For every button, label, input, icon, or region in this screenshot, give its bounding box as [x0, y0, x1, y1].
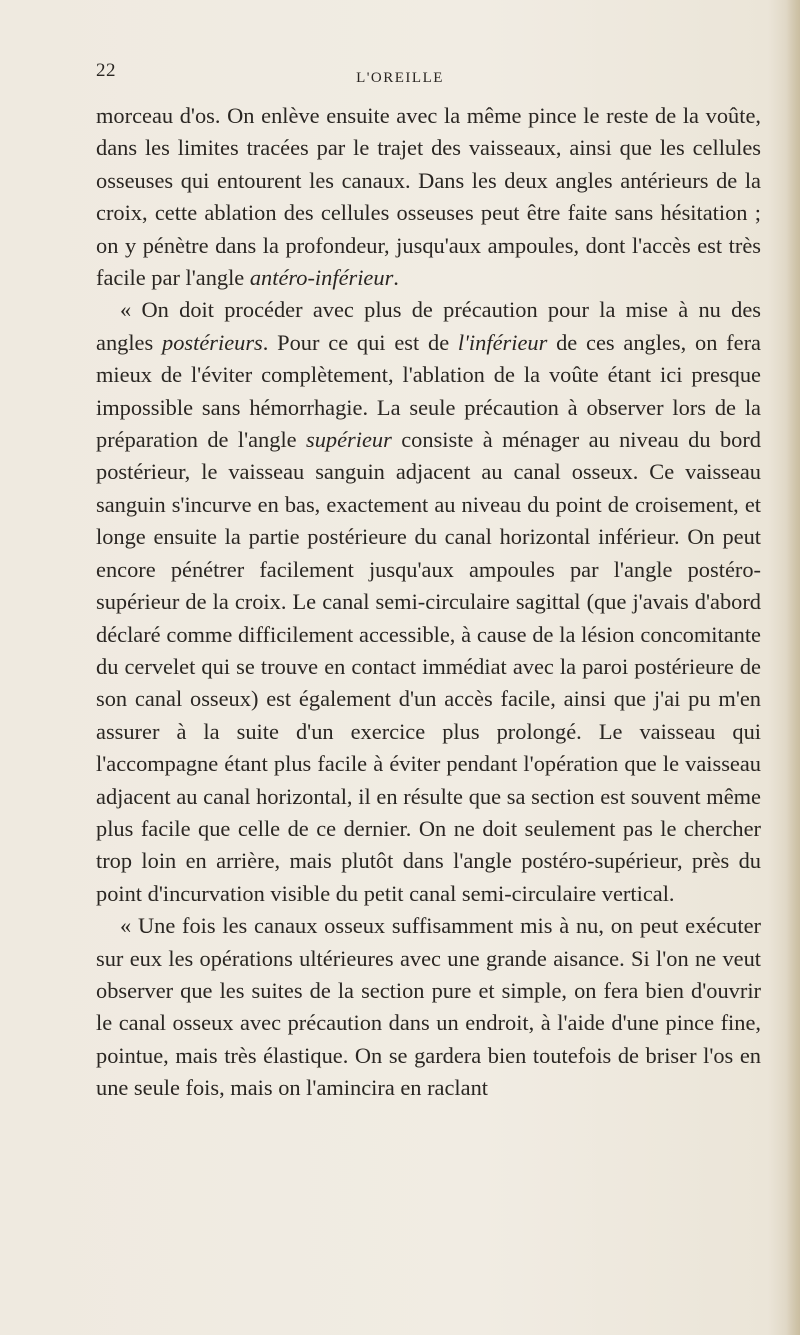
paragraph-3 — [96, 910, 761, 1104]
italic-term-antero-inferieur: antéro-inférieur — [249, 265, 394, 291]
text-segment: morceau d'os. On enlève ensuite avec la même pince le reste de la voûte, dans les limites tracées par le trajet des vaisseaux, ainsi que les cellules osseuses qui entourent les canaux. Dans les deux angles antérieurs de la croix, cette ablation des cellules osseuses peut être faite sans hésitation ; on y pénètre dans la profondeur, jusqu'aux ampoules, dont l'accès est très facile par l'angle — [96, 103, 761, 291]
paragraph-1 — [96, 100, 761, 294]
running-title: L'OREILLE — [356, 70, 444, 86]
text-segment: . Pour ce qui est de — [262, 329, 458, 355]
italic-term-superieur: supérieur — [306, 427, 392, 453]
text-segment: de ces angles, on fera mieux de l'éviter complètement, l'ablation de la voûte étant ici presque impossible sans hémorrhagie. La seule précaution à observer lors de la préparation de l'angle — [96, 329, 761, 453]
page-edge-shadow — [786, 0, 800, 1335]
text-segment: « Une fois les canaux osseux suffisamment mis à nu, on peut exécuter sur eux les opérations ultérieures avec une grande aisance. Si l'on ne veut observer que les suites de la section pure et simple, on fera bien d'ouvrir le canal osseux avec précaution dans un endroit, à l'aide d'une pince fine, pointue, mais très élastique. On se gardera bien toutefois de briser l'os en une seule fois, mais on l'amincira en raclant — [96, 913, 761, 1101]
text-segment: « On doit procéder avec plus de précaution pour la mise à nu des angles — [96, 297, 761, 355]
paragraph-2 — [96, 294, 761, 910]
text-segment: consiste à ménager au niveau du bord postérieur, le vaisseau sanguin adjacent au canal osseux. Ce vaisseau sanguin s'incurve en bas, exactement au niveau du point de croisement, et longe ensuite la partie postérieure du canal horizontal inférieur. On peut encore pénétrer facilement jusqu'aux ampoules par l'angle postéro-supérieur de la croix. Le canal semi-circulaire sagittal (que j'avais d'abord déclaré comme difficilement accessible, à cause de la lésion concomitante du cervelet qui se trouve en contact immédiat avec la paroi postérieure de son canal osseux) est également d'un accès facile, ainsi que j'ai pu m'en assurer à la suite d'un exercice plus prolongé. Le vaisseau qui l'accompagne étant plus facile à éviter pendant l'opération que le vaisseau adjacent au canal horizontal, il en résulte que sa section est souvent même plus facile que celle de ce dernier. On ne doit seulement pas le chercher trop loin en arrière, mais plutôt dans l'angle postéro-supérieur, près du point d'incurvation visible du petit canal semi-circulaire vertical. — [96, 427, 761, 906]
text-segment: . — [393, 265, 399, 291]
body-text — [96, 100, 761, 1105]
italic-term-posterieurs: postérieurs — [162, 329, 263, 355]
page-number: 22 — [96, 60, 116, 81]
italic-term-inferieur: l'inférieur — [457, 329, 548, 355]
